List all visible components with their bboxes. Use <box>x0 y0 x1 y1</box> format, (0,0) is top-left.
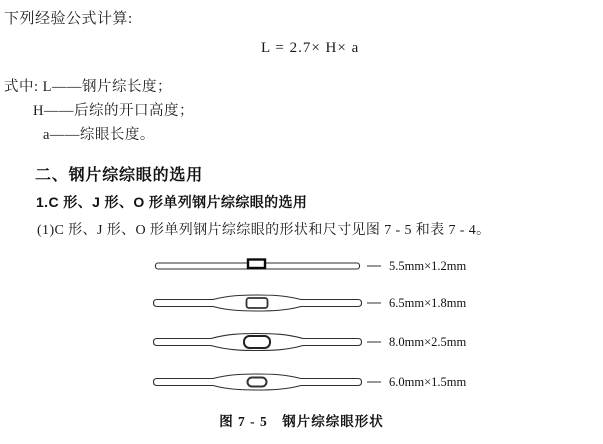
definition-line-H: H——后综的开口高度； <box>33 103 194 119</box>
definition-line-L: 式中: L——钢片综长度； <box>4 79 173 95</box>
dimension-label: 5.5mm×1.2mm <box>389 259 467 273</box>
large-stadium-eye <box>244 336 270 348</box>
rounded-rect-eye <box>247 298 268 308</box>
dimension-label: 8.0mm×2.5mm <box>389 335 467 349</box>
body-paragraph: (1)C 形、J 形、O 形单列钢片综综眼的形状和尺寸见图 7 - 5 和表 7 - 4。 <box>37 223 491 238</box>
rectangular-eye <box>248 260 265 269</box>
subsection-heading: 1.C 形、J 形、O 形单列钢片综综眼的选用 <box>36 194 308 210</box>
dimension-label: 6.0mm×1.5mm <box>389 375 467 389</box>
small-stadium-eye <box>248 378 267 387</box>
heald-shape-spindle-2 <box>154 334 467 351</box>
heald-shape-flat-bar <box>156 259 467 273</box>
figure-caption: 图 7 - 5 钢片综综眼形状 <box>219 414 384 429</box>
formula-text: L = 2.7× H× a <box>261 40 360 56</box>
section-heading: 二、钢片综综眼的选用 <box>35 167 204 184</box>
heald-shape-spindle-3 <box>154 374 467 390</box>
intro-text: 下列经验公式计算: <box>4 11 133 27</box>
dimension-label: 6.5mm×1.8mm <box>389 296 467 310</box>
heald-shape-spindle-1 <box>154 295 467 311</box>
figure-7-5-diagram <box>0 248 603 400</box>
definition-line-a: a——综眼长度。 <box>43 127 155 143</box>
